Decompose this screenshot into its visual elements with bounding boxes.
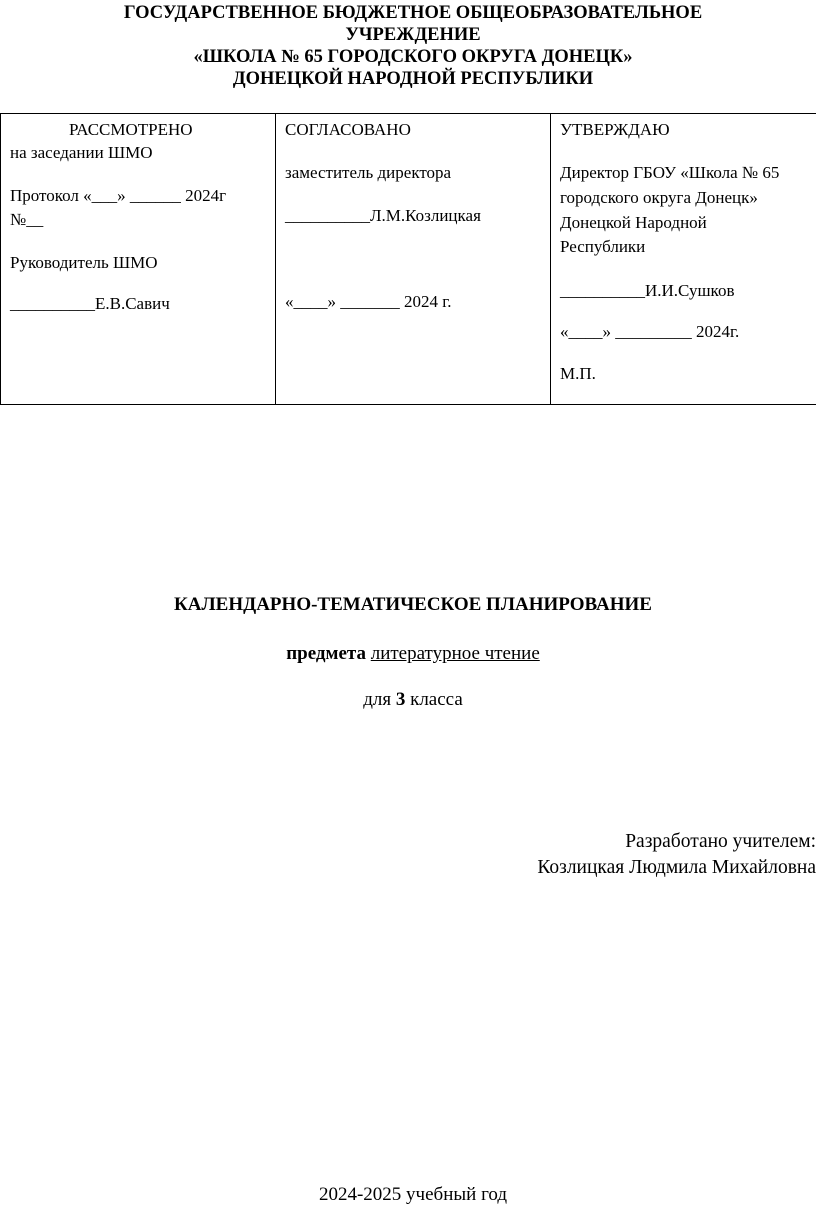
grade-line xyxy=(0,689,816,711)
grade-number: 3 xyxy=(395,689,406,710)
approved-date: «____» _________ 2024г. xyxy=(560,322,740,341)
subject-value: литературное чтение xyxy=(370,643,540,664)
reviewed-heading: РАССМОТРЕНО xyxy=(69,120,193,139)
reviewed-signature: __________Е.В.Савич xyxy=(10,294,170,313)
author-label: Разработано учителем: xyxy=(625,831,816,852)
subject-label: предмета xyxy=(286,643,366,664)
approved-heading: УТВЕРЖДАЮ xyxy=(560,120,670,139)
header-line-4: ДОНЕЦКОЙ НАРОДНОЙ РЕСПУБЛИКИ xyxy=(232,69,594,89)
approved-role-line-4: Республики xyxy=(560,237,646,256)
document-header xyxy=(0,2,816,90)
agreed-signature: __________Л.М.Козлицкая xyxy=(285,206,481,225)
author-block xyxy=(537,829,816,881)
agreed-cell xyxy=(276,114,551,404)
reviewed-role: Руководитель ШМО xyxy=(10,253,158,272)
approved-signature: __________И.И.Сушков xyxy=(560,281,735,300)
header-line-2: УЧРЕЖДЕНИЕ xyxy=(345,25,481,45)
agreed-role: заместитель директора xyxy=(285,163,452,182)
reviewed-meeting: на заседании ШМО xyxy=(10,143,153,162)
approved-role-line-2: городского округа Донецк» xyxy=(560,188,758,207)
document-title: КАЛЕНДАРНО-ТЕМАТИЧЕСКОЕ ПЛАНИРОВАНИЕ xyxy=(174,594,652,615)
reviewed-protocol: Протокол «___» ______ 2024г xyxy=(10,186,227,205)
author-name: Козлицкая Людмила Михайловна xyxy=(537,857,816,878)
header-line-1: ГОСУДАРСТВЕННОЕ БЮДЖЕТНОЕ ОБЩЕОБРАЗОВАТЕЛЬНОЕ xyxy=(123,3,703,23)
subject-line xyxy=(0,643,816,665)
reviewed-cell xyxy=(0,114,276,404)
approved-role-line-1: Директор ГБОУ «Школа № 65 xyxy=(560,163,780,182)
agreed-date: «____» _______ 2024 г. xyxy=(285,292,452,311)
academic-year: 2024-2025 учебный год xyxy=(318,1184,508,1205)
approved-cell xyxy=(551,114,816,404)
header-line-3: «ШКОЛА № 65 ГОРОДСКОГО ОКРУГА ДОНЕЦК» xyxy=(193,47,633,67)
agreed-heading: СОГЛАСОВАНО xyxy=(285,120,411,139)
seal-mark: М.П. xyxy=(560,364,596,383)
grade-prefix: для xyxy=(363,689,392,710)
approval-table xyxy=(0,113,816,405)
approved-role-line-3: Донецкой Народной xyxy=(560,213,707,232)
reviewed-protocol-number: №__ xyxy=(10,210,44,229)
grade-suffix: класса xyxy=(410,689,463,710)
